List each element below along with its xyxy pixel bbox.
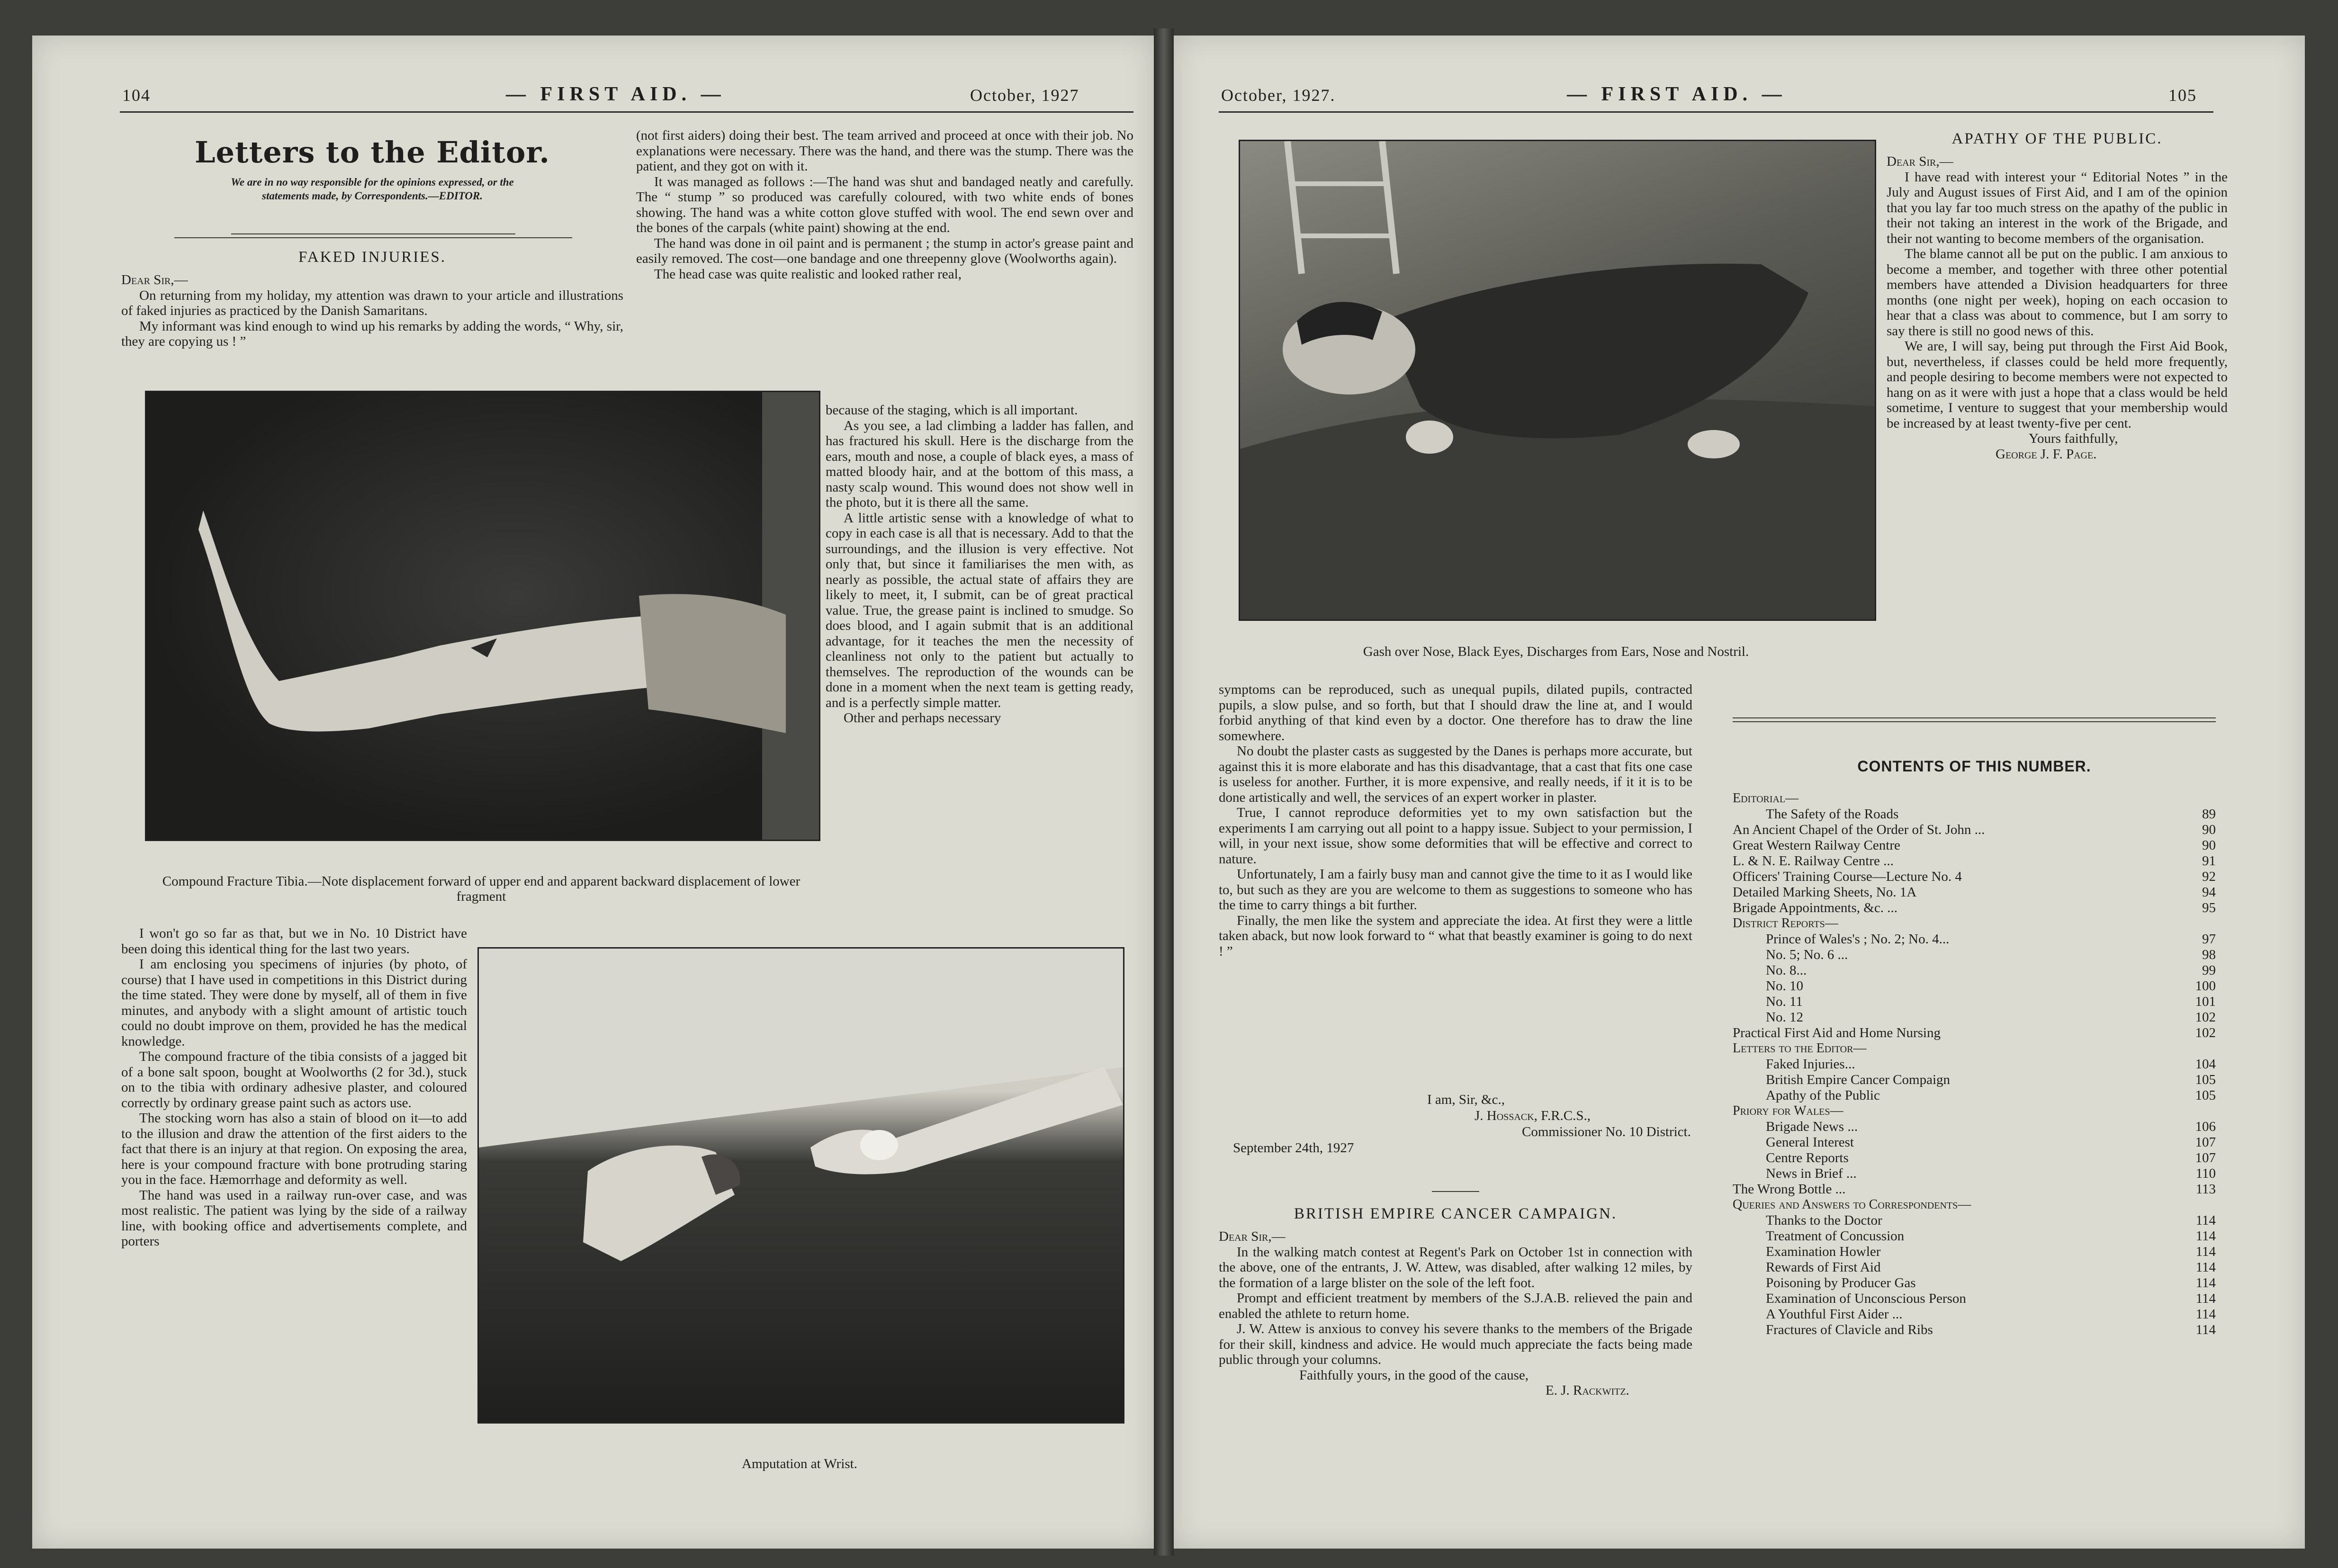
signer-title: Commissioner No. 10 District.	[1522, 1124, 1691, 1139]
contents-entry-label: Apathy of the Public	[1766, 1088, 1880, 1103]
page-number: 105	[2168, 86, 2197, 105]
contents-title: CONTENTS OF THIS NUMBER.	[1857, 758, 2091, 775]
contents-entry-page: 90	[2202, 838, 2216, 853]
contents-entry-label: Fractures of Clavicle and Ribs	[1766, 1322, 1933, 1337]
contents-entry	[1733, 1150, 2216, 1166]
cancer-letter	[1219, 1229, 1692, 1398]
paragraph: We are, I will say, being put through the First Aid Book, but, nevertheless, if classes could be held more frequently, and people desiring to become members were not expected to hang on as it were with just a hope that a class would be held sometime, I venture to suggest that your membership would be increased by at least twenty-five per cent.	[1887, 339, 2228, 431]
contents-entry	[1733, 1010, 2216, 1025]
contents-entry-label: No. 5; No. 6 ...	[1766, 947, 1848, 962]
contents-entry	[1733, 963, 2216, 978]
contents-entry-page: 89	[2202, 806, 2216, 822]
contents-entry	[1733, 1135, 2216, 1150]
contents-entry-label: News in Brief ...	[1766, 1166, 1857, 1181]
contents-entry-label: Rewards of First Aid	[1766, 1260, 1881, 1275]
contents-entry	[1733, 1260, 2216, 1275]
contents-entry-page: 107	[2195, 1135, 2216, 1150]
contents-entry-label: The Wrong Bottle ...	[1733, 1182, 1846, 1197]
contents-entry-label: The Safety of the Roads	[1766, 806, 1899, 822]
salutation: Dear Sir,—	[1887, 154, 1953, 169]
contents-entry-label: No. 11	[1766, 994, 1803, 1009]
contents-entry-label: District Reports—	[1733, 916, 1838, 931]
contents-entry-page: 105	[2195, 1088, 2216, 1103]
contents-entry-page: 114	[2195, 1213, 2216, 1228]
contents-entry	[1733, 1275, 2216, 1291]
faked-injuries-col2	[636, 128, 1133, 282]
paragraph: J. W. Attew is anxious to convey his severe thanks to the members of the Brigade for their skill, kindness and advice. He would much appreciate the facts being made public through your columns.	[1219, 1321, 1692, 1367]
left-page	[32, 36, 1154, 1549]
contents-entry-label: Faked Injuries...	[1766, 1057, 1855, 1072]
contents-entry-label: Practical First Aid and Home Nursing	[1733, 1025, 1941, 1040]
contents-entry-page: 113	[2195, 1182, 2216, 1197]
contents-entry-label: No. 10	[1766, 978, 1803, 994]
contents-entry	[1733, 791, 2216, 806]
contents-entry-page: 91	[2202, 853, 2216, 869]
contents-entry	[1733, 885, 2216, 900]
section-title: Letters to the Editor.	[195, 135, 550, 170]
contents-entry	[1733, 869, 2216, 885]
contents-entry-label: A Youthful First Aider ...	[1766, 1307, 1903, 1322]
paragraph: On returning from my holiday, my attention was drawn to your article and illustrations of faked injuries as practiced by the Danish Samaritans.	[121, 287, 623, 318]
divider	[1432, 1191, 1479, 1192]
photo1-caption: Compound Fracture Tibia.—Note displacement forward of upper end and apparent backward displacement of lower fragment	[162, 874, 800, 904]
salutation: Dear Sir,—	[121, 272, 188, 287]
issue-date: October, 1927.	[1221, 86, 1336, 105]
contents-entry	[1733, 1119, 2216, 1135]
running-title: — FIRST AID. —	[506, 83, 726, 105]
contents-entry	[1733, 1291, 2216, 1307]
contents-entry	[1733, 994, 2216, 1010]
contents-entry-label: Officers' Training Course—Lecture No. 4	[1733, 869, 1962, 884]
contents-entry	[1733, 1228, 2216, 1244]
contents-entry-label: No. 8...	[1766, 963, 1807, 978]
leg-illustration	[146, 392, 819, 840]
apathy-letter	[1887, 154, 2228, 462]
contents-entry	[1733, 822, 2216, 838]
contents-entry-page: 100	[2195, 978, 2216, 994]
contents-entry	[1733, 838, 2216, 853]
contents-entry-page: 99	[2202, 963, 2216, 978]
contents-entry-page: 114	[2195, 1228, 2216, 1244]
contents-entry-page: 107	[2195, 1150, 2216, 1165]
contents-entry	[1733, 1041, 2216, 1057]
contents-entry-label: Queries and Answers to Correspondents—	[1733, 1197, 1971, 1212]
contents-entry-page: 114	[2195, 1322, 2216, 1337]
contents-entry	[1733, 916, 2216, 932]
paragraph: Prompt and efficient treatment by members of the S.J.A.B. relieved the pain and enabled the athlete to return home.	[1219, 1290, 1692, 1321]
divider	[1733, 721, 2216, 722]
contents-entry-label: Brigade Appointments, &c. ...	[1733, 900, 1897, 915]
contents-entry-page: 101	[2195, 994, 2216, 1009]
contents-entry-label: Editorial—	[1733, 791, 1799, 806]
contents-entry	[1733, 1088, 2216, 1103]
contents-entry	[1733, 932, 2216, 947]
contents-entry-page: 97	[2202, 932, 2216, 947]
paragraph: The hand was used in a railway run-over case, and was most realistic. The patient was lying by the side of a railway line, with booking office and advertisements complete, and porters	[121, 1187, 467, 1249]
contents-entry-label: Examination Howler	[1766, 1244, 1881, 1259]
paragraph: I am enclosing you specimens of injuries (by photo, of course) that I have used in competitions in this District during the time stated. They were done by myself, all of them in five minutes, and anybody with a slight amount of artistic touch could no doubt improve on them, provided he has the medical knowledge.	[121, 957, 467, 1049]
contents-entry-label: An Ancient Chapel of the Order of St. John ...	[1733, 822, 1985, 837]
contents-entry-label: Brigade News ...	[1766, 1119, 1858, 1134]
paragraph: I won't go so far as that, but we in No. 10 District have been doing this identical thing for the last two years.	[121, 926, 467, 957]
signoff: I am, Sir, &c.,	[1427, 1092, 1505, 1107]
contents-entry-page: 94	[2202, 885, 2216, 900]
contents-entry	[1733, 853, 2216, 869]
contents-entry-label: No. 12	[1766, 1010, 1803, 1025]
contents-entry	[1733, 1213, 2216, 1228]
hand-illustration	[479, 949, 1123, 1422]
contents-entry-label: Poisoning by Producer Gas	[1766, 1275, 1916, 1290]
contents-entry-page: 102	[2195, 1025, 2216, 1040]
contents-entry-page: 102	[2195, 1010, 2216, 1025]
paragraph: My informant was kind enough to wind up his remarks by adding the words, “ Why, sir, they are copying us ! ”	[121, 318, 623, 349]
contents-entry	[1733, 1072, 2216, 1088]
contents-entry	[1733, 1197, 2216, 1213]
contents-entry	[1733, 1182, 2216, 1197]
paragraph: symptoms can be reproduced, such as unequal pupils, dilated pupils, contracted pupils, a slow pulse, and so forth, but that I should draw the line at, and I would forbid anything of that kind even by a doctor. One therefore has to draw the line somewhere.	[1219, 682, 1692, 744]
contents-entry	[1733, 1307, 2216, 1322]
paragraph: The head case was quite realistic and looked rather real,	[654, 266, 962, 282]
contents-entry-page: 104	[2195, 1057, 2216, 1072]
photo-head-injury	[1239, 140, 1876, 621]
signer: E. J. Rackwitz.	[1546, 1383, 1629, 1398]
photo2-caption: Amputation at Wrist.	[742, 1456, 857, 1471]
page-number: 104	[122, 86, 151, 105]
paragraph: The stocking worn has also a stain of blood on it—to add to the illusion and draw the attention of the first aiders to the fact that there is an injury at that region. On exposing the area, here is your compound fracture with bone protruding staring you in the face. Hæmorrhage and deformity as well.	[121, 1111, 467, 1187]
contents-entry-label: Great Western Railway Centre	[1733, 838, 1900, 853]
signer: J. Hossack, F.R.C.S.,	[1475, 1108, 1591, 1123]
divider	[174, 237, 572, 238]
contents-entry-label: L. & N. E. Railway Centre ...	[1733, 853, 1894, 869]
contents-entry	[1733, 806, 2216, 822]
contents-entry-page: 95	[2202, 900, 2216, 915]
photo3-caption: Gash over Nose, Black Eyes, Discharges from Ears, Nose and Nostril.	[1363, 644, 1749, 659]
contents-entry-page: 98	[2202, 947, 2216, 962]
contents-entry	[1733, 1322, 2216, 1338]
contents-entry-page: 105	[2195, 1072, 2216, 1087]
paragraph: No doubt the plaster casts as suggested by the Danes is perhaps more accurate, but against this it is more elaborate and has this disadvantage, that a cast that fits one case is useless for another. Further, it is more expensive, and really needs, if it it is to be done artistically and well, the services of an expert worker in plaster.	[1219, 744, 1692, 805]
contents-entry-page: 114	[2195, 1307, 2216, 1322]
paragraph: The hand was done in oil paint and is permanent ; the stump in actor's grease paint and easily removed. The cost—one bandage and one threepenny glove (Woolworths again).	[636, 235, 1133, 266]
paragraph: A little artistic sense with a knowledge of what to copy in each case is all that is necessary. Add to that the surroundings, and the illusion is very effective. Not only that, but since it familiarises the men with, as nearly as possible, the actual state of affairs they are likely to meet, it, I submit, can be of great practical value. True, the grease paint is inclined to smudge. So does blood, and I again submit that is an additional advantage, for it teaches the men the necessity of cleanliness not only to the patient but actually to themselves. The reproduction of the wounds can be done in a moment when the next team is getting ready, and is a perfectly simple matter.	[826, 510, 1133, 710]
cancer-heading: BRITISH EMPIRE CANCER CAMPAIGN.	[1294, 1205, 1618, 1222]
contents-entry	[1733, 1103, 2216, 1119]
faked-injuries-signature	[1219, 1092, 1692, 1156]
contents-entry-page: 114	[2195, 1244, 2216, 1259]
contents-entry	[1733, 900, 2216, 916]
faked-injuries-conclusion	[1219, 682, 1692, 959]
contents-entry	[1733, 1166, 2216, 1182]
right-page	[1174, 36, 2305, 1549]
patient-illustration	[1240, 141, 1875, 619]
paragraph: Other and perhaps necessary	[844, 710, 1001, 726]
contents-entry	[1733, 1244, 2216, 1260]
closing: Faithfully yours, in the good of the cause,	[1299, 1367, 1529, 1383]
photo-compound-fracture	[145, 391, 820, 841]
paragraph: True, I cannot reproduce deformities yet to my own satisfaction but the experiments I am carrying out all point to a happy issue. Subject to your permission, I will, in your next issue, show some deformities that will be effective and correct to nature.	[1219, 805, 1692, 867]
editor-note-2: statements made, by Correspondents.—EDITOR.	[262, 190, 483, 202]
running-title: — FIRST AID. —	[1567, 83, 1787, 105]
closing: Yours faithfully,	[2029, 431, 2118, 446]
divider	[231, 233, 515, 234]
contents-entry-label: Centre Reports	[1766, 1150, 1849, 1165]
contents-entry	[1733, 1025, 2216, 1041]
paragraph: Finally, the men like the system and appreciate the idea. At first they were a little taken aback, but now look forward to “ what that beastly examiner is going to do next ! ”	[1219, 913, 1692, 959]
apathy-heading: APATHY OF THE PUBLIC.	[1951, 130, 2163, 147]
section-header	[121, 135, 623, 203]
contents-entry-label: General Interest	[1766, 1135, 1854, 1150]
issue-date: October, 1927	[970, 86, 1079, 105]
paragraph: It was managed as follows :—The hand was shut and bandaged neatly and carefully. The “ stump ” so produced was carefully coloured, with two white ends of bones showing. The hand was a white cotton glove stuffed with wool. The end sewn over and the bones of the carpals (white paint) showing at the end.	[636, 174, 1133, 235]
contents-entry-page: 106	[2195, 1119, 2216, 1134]
salutation: Dear Sir,—	[1219, 1229, 1286, 1244]
contents-entry-label: Detailed Marking Sheets, No. 1A	[1733, 885, 1917, 900]
paragraph: The blame cannot all be put on the public. I am anxious to become a member, and together with three other potential members have attended a Division headquarters for three months (one night per week), hoping on each occasion to hear that a class was about to commence, but I am sorry to say there is still no good news of this.	[1887, 246, 2228, 339]
divider	[1733, 717, 2216, 718]
contents-entry-page: 90	[2202, 822, 2216, 837]
paragraph: (not first aiders) doing their best. The team arrived and proceed at once with their job. No explanations were necessary. There was the hand, and there was the stump. There was the patient, and they got on with it.	[636, 128, 1133, 174]
contents-entry-label: Examination of Unconscious Person	[1766, 1291, 1966, 1306]
contents-entry-page: 114	[2195, 1291, 2216, 1306]
contents-entry-page: 110	[2195, 1166, 2216, 1181]
contents-entry-label: Priory for Wales—	[1733, 1103, 1843, 1118]
book-gutter	[1154, 28, 1174, 1556]
article-heading: FAKED INJURIES.	[298, 249, 447, 266]
contents-entry-page: 114	[2195, 1275, 2216, 1290]
paragraph: In the walking match contest at Regent's Park on October 1st in connection with the above, one of the entrants, J. W. Attew, was disabled, after walking 12 miles, by the formation of a large blister on the sole of the left foot.	[1219, 1244, 1692, 1290]
editor-note-1: We are in no way responsible for the opinions expressed, or the	[231, 176, 514, 188]
paragraph: Unfortunately, I am a fairly busy man and cannot give the time to it as I would like to, but such as they are you are welcome to them as suggestions to someone who has the time to carry things a bit further.	[1219, 867, 1692, 913]
paragraph: As you see, a lad climbing a ladder has fallen, and has fractured his skull. Here is the discharge from the ears, mouth and nose, a couple of black eyes, a mass of matted bloody hair, and at the bottom of this mass, a nasty scalp wound. This wound does not show well in the photo, but it is there all the same.	[826, 418, 1133, 510]
contents-entry-label: Treatment of Concussion	[1766, 1228, 1905, 1244]
faked-injuries-continued	[121, 926, 467, 1249]
photo-amputation	[477, 947, 1124, 1424]
contents-entry-page: 92	[2202, 869, 2216, 884]
contents-entry-label: Thanks to the Doctor	[1766, 1213, 1882, 1228]
contents-list	[1733, 791, 2216, 1338]
header-rule	[120, 111, 1133, 113]
faked-injuries-col2-narrow	[826, 403, 1133, 726]
paragraph: The compound fracture of the tibia consists of a jagged bit of a bone salt spoon, bought at Woolworths (2 for 3d.), stuck on to the tibia with ordinary adhesive plaster, and coloured correctly by ordinary grease paint such as actors use.	[121, 1049, 467, 1111]
paragraph: because of the staging, which is all important.	[826, 403, 1078, 418]
faked-injuries-intro	[121, 272, 623, 349]
contents-entry-label: British Empire Cancer Compaign	[1766, 1072, 1951, 1087]
contents-entry	[1733, 947, 2216, 963]
signer: George J. F. Page.	[1996, 446, 2097, 462]
letter-date: September 24th, 1927	[1233, 1140, 1354, 1156]
paragraph: I have read with interest your “ Editorial Notes ” in the July and August issues of First Aid, and I am of the opinion that you lay far too much stress on the apathy of the public in their not taking an interest in the work of the Brigade, and their not wanting to become members of the organisation.	[1887, 169, 2228, 246]
contents-entry-label: Prince of Wales's ; No. 2; No. 4...	[1766, 932, 1950, 947]
contents-entry	[1733, 1057, 2216, 1072]
contents-entry-page: 114	[2195, 1260, 2216, 1275]
contents-entry-label: Letters to the Editor—	[1733, 1041, 1867, 1056]
header-rule	[1219, 111, 2213, 113]
contents-entry	[1733, 978, 2216, 994]
